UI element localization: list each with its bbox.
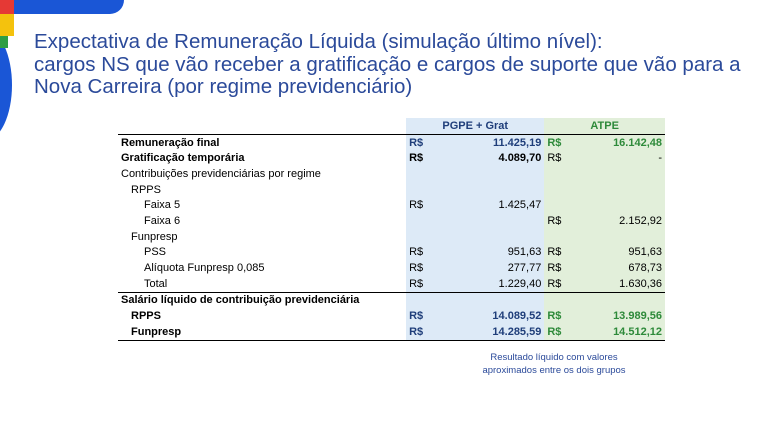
row-label: Contribuições previdenciárias por regime xyxy=(121,167,321,180)
row-label: RPPS xyxy=(131,310,161,323)
table-row xyxy=(118,229,665,245)
pgpe-currency: R$ xyxy=(406,134,439,150)
table-row xyxy=(118,324,665,340)
table-row xyxy=(118,182,665,198)
pgpe-value: 277,77 xyxy=(439,260,544,276)
pgpe-currency: R$ xyxy=(406,276,439,292)
table-row xyxy=(118,276,665,292)
row-label: RPPS xyxy=(131,183,161,196)
pgpe-currency: R$ xyxy=(406,150,439,166)
pgpe-value: 4.089,70 xyxy=(439,150,544,166)
pgpe-currency: R$ xyxy=(406,197,439,213)
title-line-1: Expectativa de Remuneração Líquida (simulação último nível): xyxy=(34,30,603,53)
atpe-currency: R$ xyxy=(544,150,577,166)
pgpe-value: 14.285,59 xyxy=(439,324,544,340)
pgpe-value: 1.425,47 xyxy=(439,197,544,213)
atpe-currency: R$ xyxy=(544,245,577,261)
row-label: Total xyxy=(144,277,168,290)
pgpe-value: 14.089,52 xyxy=(439,308,544,324)
atpe-currency: R$ xyxy=(544,324,577,340)
pgpe-currency: R$ xyxy=(406,260,439,276)
atpe-currency: R$ xyxy=(544,260,577,276)
atpe-value: 16.142,48 xyxy=(577,134,665,150)
table-row xyxy=(118,150,665,166)
row-label: Funpresp xyxy=(118,324,406,340)
atpe-currency: R$ xyxy=(544,276,577,292)
header-empty-cell xyxy=(118,118,406,134)
slide-title xyxy=(34,31,754,99)
atpe-value: 14.512,12 xyxy=(577,324,665,340)
table-row xyxy=(118,308,665,324)
table-row xyxy=(118,166,665,182)
title-line-2: cargos NS que vão receber a gratificação e cargos de suporte que vão para a xyxy=(34,52,741,76)
remuneration-table xyxy=(118,118,665,341)
pgpe-currency: R$ xyxy=(406,245,439,261)
table-row xyxy=(118,213,665,229)
corner-red-square xyxy=(0,0,14,14)
corner-blue-bar xyxy=(14,0,124,14)
atpe-currency: R$ xyxy=(544,308,577,324)
pgpe-value: 951,63 xyxy=(439,245,544,261)
result-note xyxy=(470,351,638,377)
pgpe-currency: R$ xyxy=(406,308,439,324)
atpe-value: - xyxy=(577,150,665,166)
title-line-3: Nova Carreira (por regime previdenciário) xyxy=(34,75,413,98)
note-line-2: aproximados entre os dois grupos xyxy=(482,365,626,376)
row-label: Faixa 5 xyxy=(144,199,181,212)
atpe-value: 13.989,56 xyxy=(577,308,665,324)
row-label: Faixa 6 xyxy=(144,214,181,227)
row-label: Salário líquido de contribuição previdenciária xyxy=(118,292,406,308)
row-label: Remuneração final xyxy=(121,136,220,149)
atpe-currency: R$ xyxy=(544,134,577,150)
note-line-1: Resultado líquido com valores xyxy=(490,352,618,363)
table-row xyxy=(118,292,665,308)
atpe-value: 1.630,36 xyxy=(577,276,665,292)
row-label: Alíquota Funpresp 0,085 xyxy=(144,262,265,275)
table-row xyxy=(118,134,665,150)
atpe-value: 2.152,92 xyxy=(577,213,665,229)
pgpe-value: 11.425,19 xyxy=(439,134,544,150)
atpe-currency: R$ xyxy=(544,213,577,229)
pgpe-currency: R$ xyxy=(406,324,439,340)
atpe-value: 951,63 xyxy=(577,245,665,261)
row-label: PSS xyxy=(144,246,167,259)
table-row xyxy=(118,197,665,213)
table-row xyxy=(118,245,665,261)
table-header-row xyxy=(118,118,665,134)
header-pgpe: PGPE + Grat xyxy=(406,118,544,134)
pgpe-value: 1.229,40 xyxy=(439,276,544,292)
atpe-value: 678,73 xyxy=(577,260,665,276)
row-label: Gratificação temporária xyxy=(121,152,245,165)
table-row xyxy=(118,260,665,276)
corner-decoration xyxy=(0,0,30,140)
row-label: Funpresp xyxy=(131,230,178,243)
corner-green-block xyxy=(0,36,8,48)
corner-yellow-block xyxy=(0,14,14,36)
header-atpe: ATPE xyxy=(544,118,665,134)
